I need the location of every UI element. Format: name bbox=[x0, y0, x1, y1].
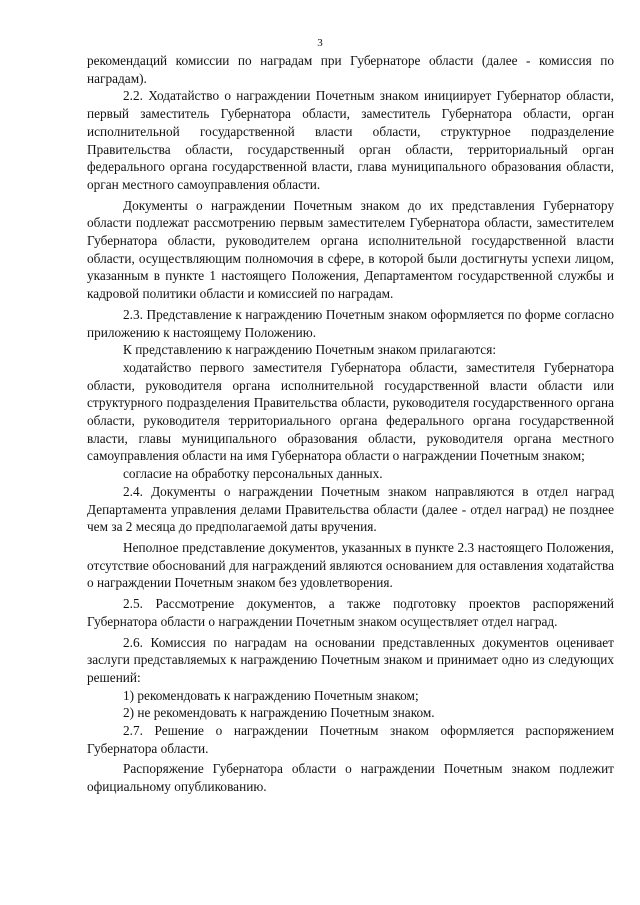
page-number: 3 bbox=[317, 37, 323, 49]
paragraph-documents-review: Документы о награждении Почетным знаком до их представления Губернатору области подлежат рассмотрению первым заместителем Губернатора области, заместителем Губернатора области, руководителем органа исполнительной государственной власти области, осуществляющим полномочия в сфере, в которой были достигнуты успехи лицом, указанным в пункте 1 настоящего Положения, Департаментом государственной службы и кадровой политики области и комиссией по наградам. bbox=[87, 197, 614, 302]
paragraph-2-7: 2.7. Решение о награждении Почетным знаком оформляется распоряжением Губернатора области. bbox=[87, 723, 614, 756]
paragraph-attachments-intro: К представлению к награждению Почетным знаком прилагаются: bbox=[123, 342, 497, 358]
paragraph-publication: Распоряжение Губернатора области о награждении Почетным знаком подлежит официальному опубликованию. bbox=[87, 761, 614, 795]
paragraph-continuation: рекомендаций комиссии по наградам при Губернаторе области (далее - комиссия по наградам). bbox=[87, 53, 614, 86]
paragraph-2-3: 2.3. Представление к награждению Почетным знаком оформляется по форме согласно приложению к настоящему Положению. bbox=[87, 306, 614, 340]
paragraph-2-6: 2.6. Комиссия по наградам на основании представленных документов оценивает заслуги представляемых к награждению Почетным знаком и принимает одно из следующих решений: bbox=[87, 634, 614, 685]
list-item-not-recommend: 2) не рекомендовать к награждению Почетным знаком. bbox=[123, 705, 435, 721]
paragraph-2-2: 2.2. Ходатайство о награждении Почетным знаком инициирует Губернатор области, первый заместитель Губернатора области, заместитель Губернатора области, орган исполнительной государственной власти области, структурное подразделение Правительства области, государственный орган области, территориальный орган федерального органа государственной власти, глава муниципального образования области, орган местного самоуправления области. bbox=[87, 88, 614, 192]
paragraph-petition: ходатайство первого заместителя Губернатора области, заместителя Губернатора области, руководителя органа исполнительной государственной власти области или структурного подразделения Правительства области, руководителя государственного органа области, руководителя территориального органа федерального органа государственной власти, главы муниципального образования области, руководителя органа местного самоуправления области на имя Губернатора области о награждении Почетным знаком; bbox=[87, 359, 614, 464]
list-item-recommend: 1) рекомендовать к награждению Почетным знаком; bbox=[123, 687, 419, 703]
paragraph-2-4: 2.4. Документы о награждении Почетным знаком направляются в отдел наград Департамента управления делами Правительства области (далее - отдел наград) не позднее чем за 2 месяца до предполагаемой даты вручения. bbox=[87, 483, 614, 535]
document-body bbox=[87, 52, 614, 796]
paragraph-2-5: 2.5. Рассмотрение документов, а также подготовку проектов распоряжений Губернатора области о награждении Почетным знаком осуществляет отдел наград. bbox=[87, 596, 614, 629]
paragraph-incomplete-docs: Неполное представление документов, указанных в пункте 2.3 настоящего Положения, отсутствие обоснований для награждений являются основанием для оставления ходатайства о награждении Почетным знаком без удовлетворения. bbox=[87, 539, 614, 591]
paragraph-consent: согласие на обработку персональных данных. bbox=[123, 466, 383, 482]
